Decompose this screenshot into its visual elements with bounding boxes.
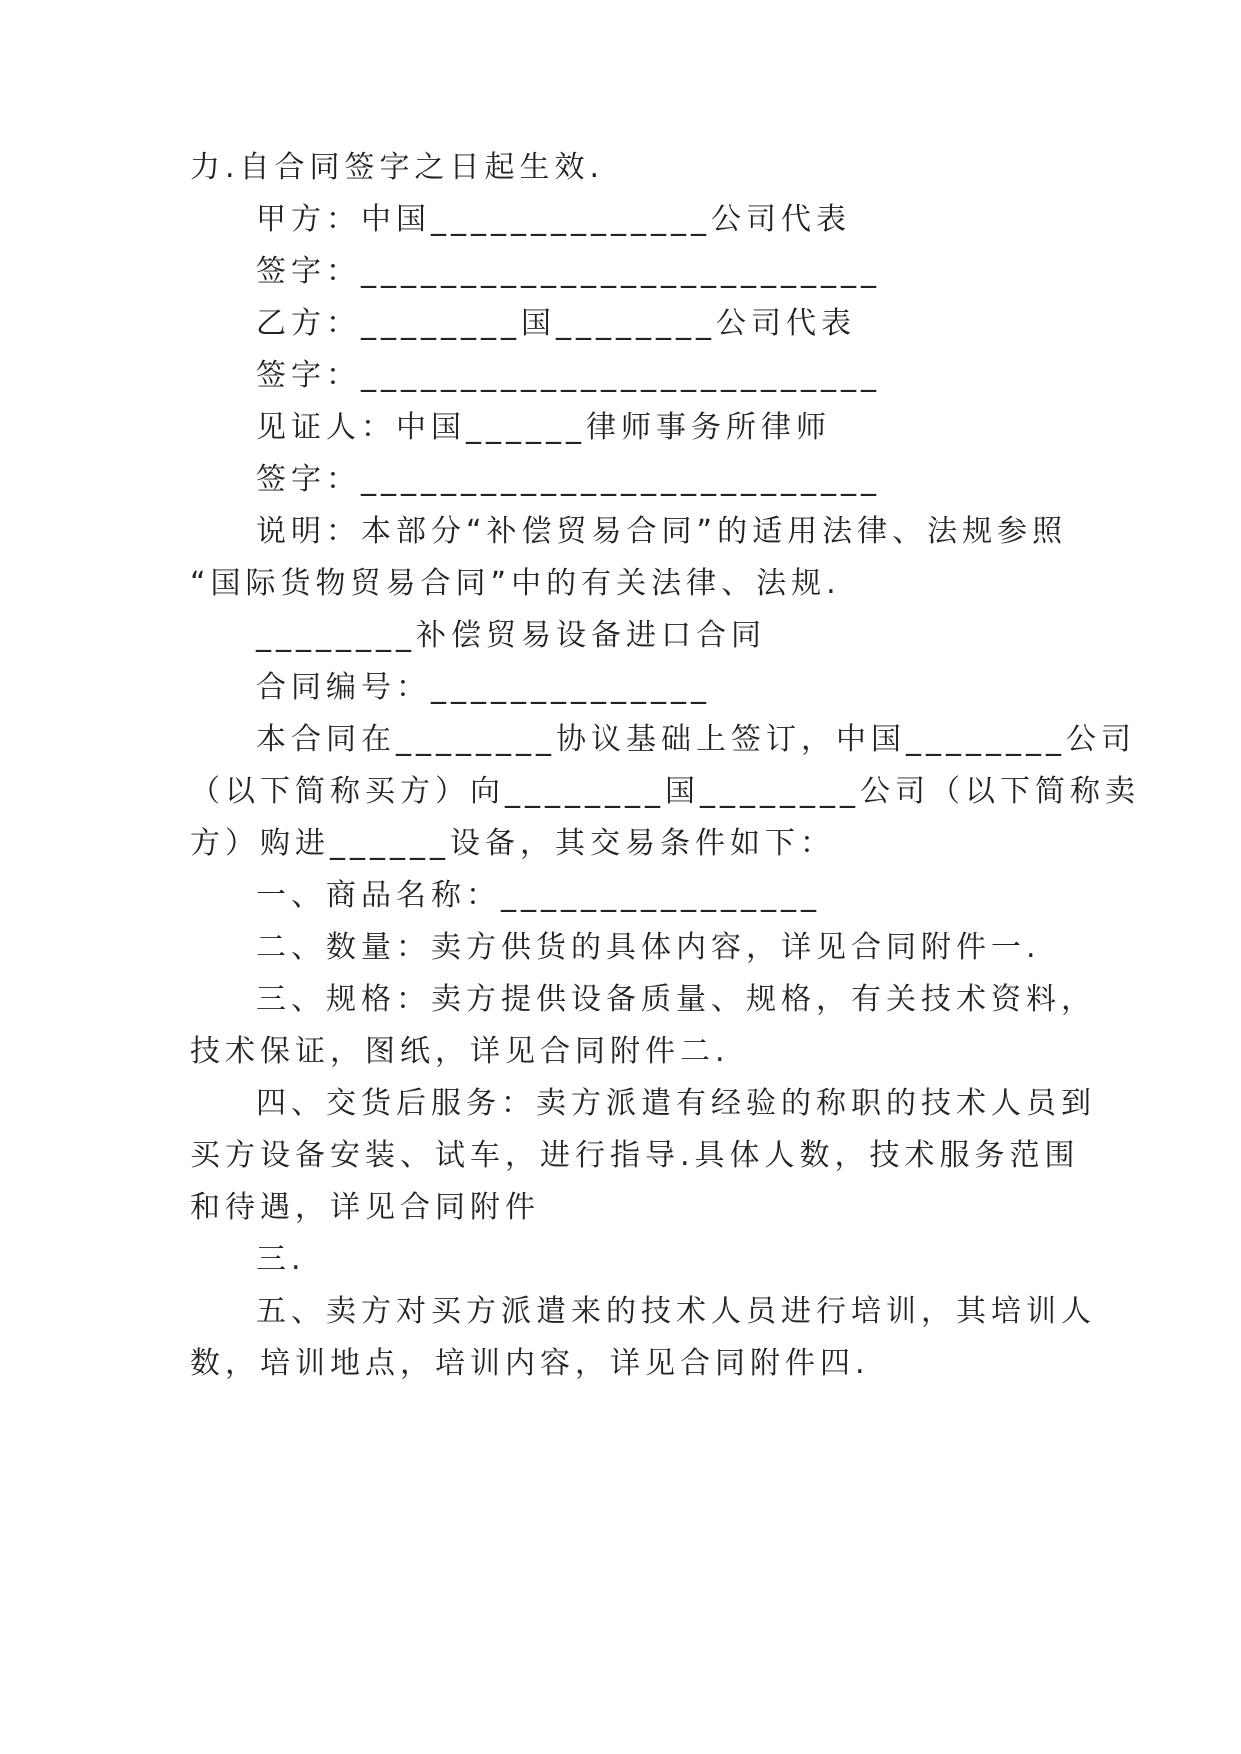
signature-line: 签字：__________________________ [256,358,881,393]
clause-line: 一、商品名称：________________ [256,878,821,913]
text-line: 方）购进______设备，其交易条件如下： [190,826,835,861]
text-line: 本合同在________协议基础上签订，中国________公司 [256,722,1136,757]
text-line: “国际货物贸易合同”中的有关法律、法规. [190,566,841,601]
signature-line: 签字：__________________________ [256,462,881,497]
clause-line: 三、规格：卖方提供设备质量、规格，有关技术资料， [256,982,1096,1017]
witness-line: 见证人：中国______律师事务所律师 [256,410,831,445]
text-line: 三. [256,1242,306,1277]
text-line: 和待遇，详见合同附件 [190,1190,540,1225]
contract-title: ________补偿贸易设备进口合同 [256,618,766,653]
text-line: （以下简称买方）向________国________公司（以下简称卖 [190,774,1140,809]
text-line: 买方设备安装、试车，进行指导.具体人数，技术服务范围 [190,1138,1080,1173]
party-a-line: 甲方：中国______________公司代表 [256,202,851,237]
clause-line: 二、数量：卖方供货的具体内容，详见合同附件一. [256,930,1041,965]
clause-line: 五、卖方对买方派遣来的技术人员进行培训，其培训人 [256,1294,1096,1329]
text-line: 说明：本部分“补偿贸易合同”的适用法律、法规参照 [256,514,1068,549]
contract-number-line: 合同编号：______________ [256,670,711,705]
text-line: 力.自合同签字之日起生效. [190,150,605,185]
text-line: 技术保证，图纸，详见合同附件二. [190,1034,730,1069]
text-line: 数，培训地点，培训内容，详见合同附件四. [190,1346,870,1381]
party-b-line: 乙方：________国________公司代表 [256,306,856,341]
signature-line: 签字：__________________________ [256,254,881,289]
clause-line: 四、交货后服务：卖方派遣有经验的称职的技术人员到 [256,1086,1096,1121]
